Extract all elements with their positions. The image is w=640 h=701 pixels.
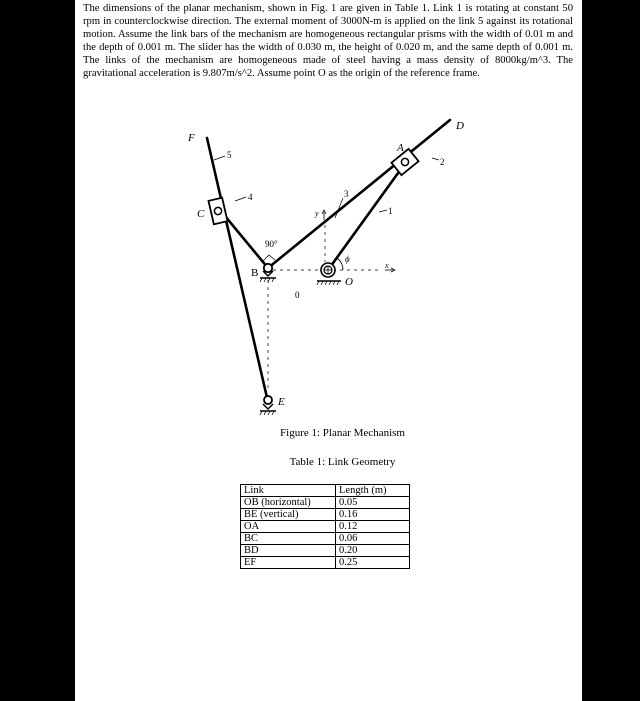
phi-angle-arc	[337, 258, 343, 270]
header-link: Link	[241, 485, 336, 497]
link-labels	[227, 150, 445, 300]
header-length: Length (m)	[336, 485, 410, 497]
cell-length: 0.12	[336, 521, 410, 533]
table-row	[241, 533, 410, 545]
reference-lines	[268, 225, 379, 392]
joint-o	[317, 263, 341, 285]
problem-statement: The dimensions of the planar mechanism, shown in Fig. 1 are given in Table 1. Link 1 is rotating at constant 50 rpm in counterclockwise direction. The external moment of 3000N-m is applied on the link 5 against its rotational motion. Assume the link bars of the mechanism are homogeneous rectangular prisms with the width of 0.01 m and the depth of 0.001 m. The slider has the width of 0.030 m, the height of 0.020 m, and the same depth of 0.001 m. The links of the mechanism are homogeneous made of steel having a mass density of 8000kg/m^3. The gravitational acceleration is 9.807m/s^2. Assume point O as the origin of the reference frame.	[83, 3, 573, 80]
link-geometry-table	[240, 484, 410, 569]
cell-length: 0.05	[336, 497, 410, 509]
label-link-1: 1	[388, 206, 393, 216]
label-link-3: 3	[344, 189, 349, 199]
cell-link: BC	[241, 533, 336, 545]
label-link-4: 4	[248, 192, 253, 202]
label-y-axis: y	[315, 209, 319, 218]
document-page	[75, 0, 582, 701]
table-row	[241, 557, 410, 569]
cell-link: OB (horizontal)	[241, 497, 336, 509]
table-header-row	[241, 485, 410, 497]
label-x-axis: x	[385, 261, 389, 270]
table-row	[241, 497, 410, 509]
right-angle-marker	[263, 255, 275, 261]
cell-link: EF	[241, 557, 336, 569]
table-row	[241, 509, 410, 521]
label-point-a: A	[397, 142, 404, 154]
label-angle-90: 90°	[265, 239, 278, 249]
cell-link: BD	[241, 545, 336, 557]
slider-a	[391, 149, 418, 175]
cell-link: OA	[241, 521, 336, 533]
joint-b	[260, 264, 276, 282]
table-title: Table 1: Link Geometry	[289, 456, 396, 468]
cell-link: BE (vertical)	[241, 509, 336, 521]
label-link-5: 5	[227, 150, 232, 160]
table-row	[241, 545, 410, 557]
cell-length: 0.06	[336, 533, 410, 545]
link-5-ef	[207, 138, 268, 402]
mechanism-figure	[75, 0, 582, 420]
label-point-b: B	[251, 267, 259, 279]
cell-length: 0.16	[336, 509, 410, 521]
label-point-f: F	[188, 132, 195, 144]
figure-caption: Figure 1: Planar Mechanism	[280, 427, 405, 439]
cell-length: 0.20	[336, 545, 410, 557]
label-point-c: C	[197, 208, 205, 220]
label-link-2: 2	[440, 157, 445, 167]
label-point-o: O	[345, 276, 353, 288]
link-1-oa	[328, 162, 406, 270]
link-2-bd	[268, 120, 450, 268]
label-point-e: E	[278, 396, 285, 408]
cell-length: 0.25	[336, 557, 410, 569]
slider-c	[208, 198, 227, 225]
label-phi: ϕ	[345, 254, 350, 264]
table-row	[241, 521, 410, 533]
label-link-0: 0	[295, 290, 300, 300]
label-point-d: D	[456, 120, 464, 132]
joint-e	[260, 396, 276, 415]
